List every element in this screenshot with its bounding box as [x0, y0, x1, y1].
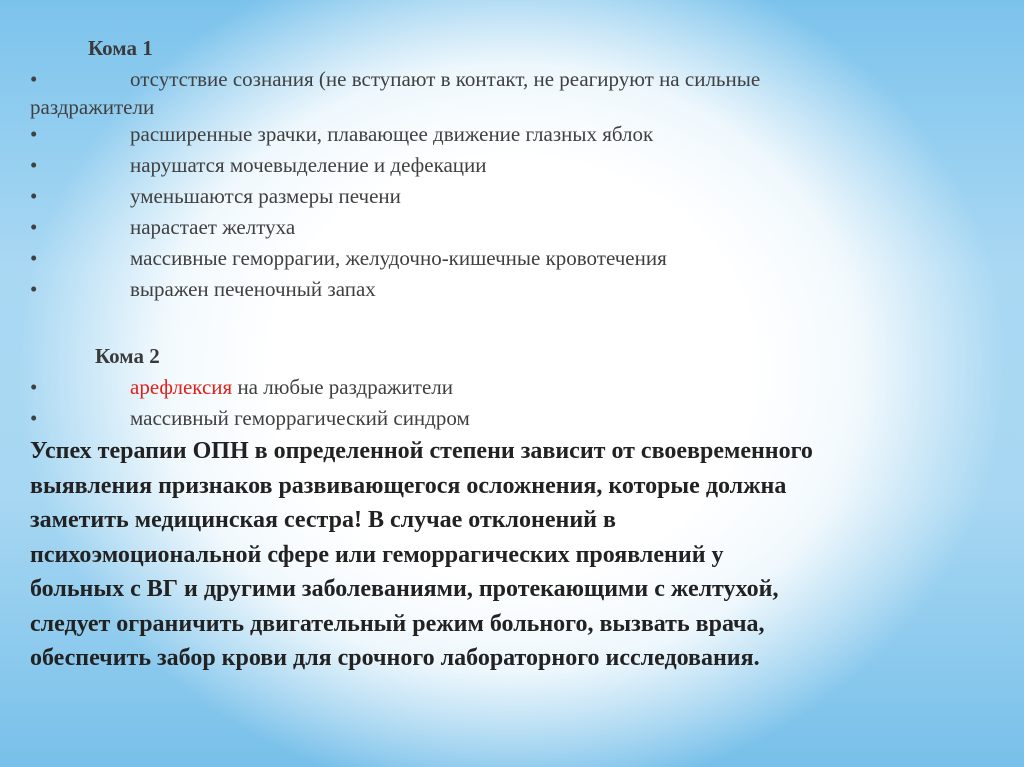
list-item: [30, 150, 930, 181]
bullet-icon: •: [30, 246, 38, 270]
bullet-icon: •: [30, 375, 38, 399]
conclusion-line: выявления признаков развивающегося осложнения, которые должна: [30, 472, 787, 499]
list-item-continuation: раздражители: [30, 95, 155, 119]
list-item: [30, 212, 930, 243]
list-item: [30, 372, 930, 403]
bullet-icon: •: [30, 277, 38, 301]
list-item-text: массивные геморрагии, желудочно-кишечные кровотечения: [130, 246, 667, 270]
conclusion-line: больных с ВГ и другими заболеваниями, протекающими с желтухой,: [30, 576, 779, 602]
list-item-text: отсутствие сознания (не вступают в контакт, не реагируют на сильные: [130, 67, 761, 91]
conclusion-paragraph: [30, 434, 990, 676]
bullet-icon: •: [30, 184, 38, 208]
list-item-text: на любые раздражители: [232, 375, 453, 399]
list-item: [30, 274, 930, 305]
list-item-text: уменьшаются размеры печени: [130, 184, 401, 208]
conclusion-line: Успех терапии ОПН в определенной степени зависит от своевременного: [30, 438, 813, 464]
list-item-text: расширенные зрачки, плавающее движение глазных яблок: [130, 122, 654, 146]
list-item: [30, 64, 930, 119]
list-item-text: нарастает желтуха: [130, 215, 296, 239]
bullet-icon: •: [30, 406, 38, 430]
list-item: [30, 243, 930, 274]
bullet-icon: •: [30, 122, 38, 146]
conclusion-line: психоэмоциональной сфере или геморрагических проявлений у: [30, 541, 724, 568]
list-item-text: выражен печеночный запах: [130, 277, 376, 301]
conclusion-line: следует ограничить двигательный режим больного, вызвать врача,: [30, 610, 765, 637]
list-item: [30, 403, 930, 434]
conclusion-line: заметить медицинская сестра! В случае отклонений в: [30, 507, 616, 533]
coma-1-heading: Кома 1: [88, 36, 153, 60]
highlighted-term: арефлексия: [130, 375, 233, 399]
bullet-icon: •: [30, 215, 38, 239]
list-item: [30, 119, 930, 150]
bullet-icon: •: [30, 153, 38, 177]
conclusion-line: обеспечить забор крови для срочного лабораторного исследования.: [30, 645, 760, 671]
list-item-text: нарушатся мочевыделение и дефекации: [130, 153, 487, 177]
coma-2-symptom-list: [30, 372, 930, 434]
list-item: [30, 181, 930, 212]
coma-2-heading: Кома 2: [95, 344, 160, 368]
list-item-text: массивный геморрагический синдром: [130, 406, 470, 430]
bullet-icon: •: [30, 67, 38, 91]
coma-1-symptom-list: [30, 64, 930, 305]
